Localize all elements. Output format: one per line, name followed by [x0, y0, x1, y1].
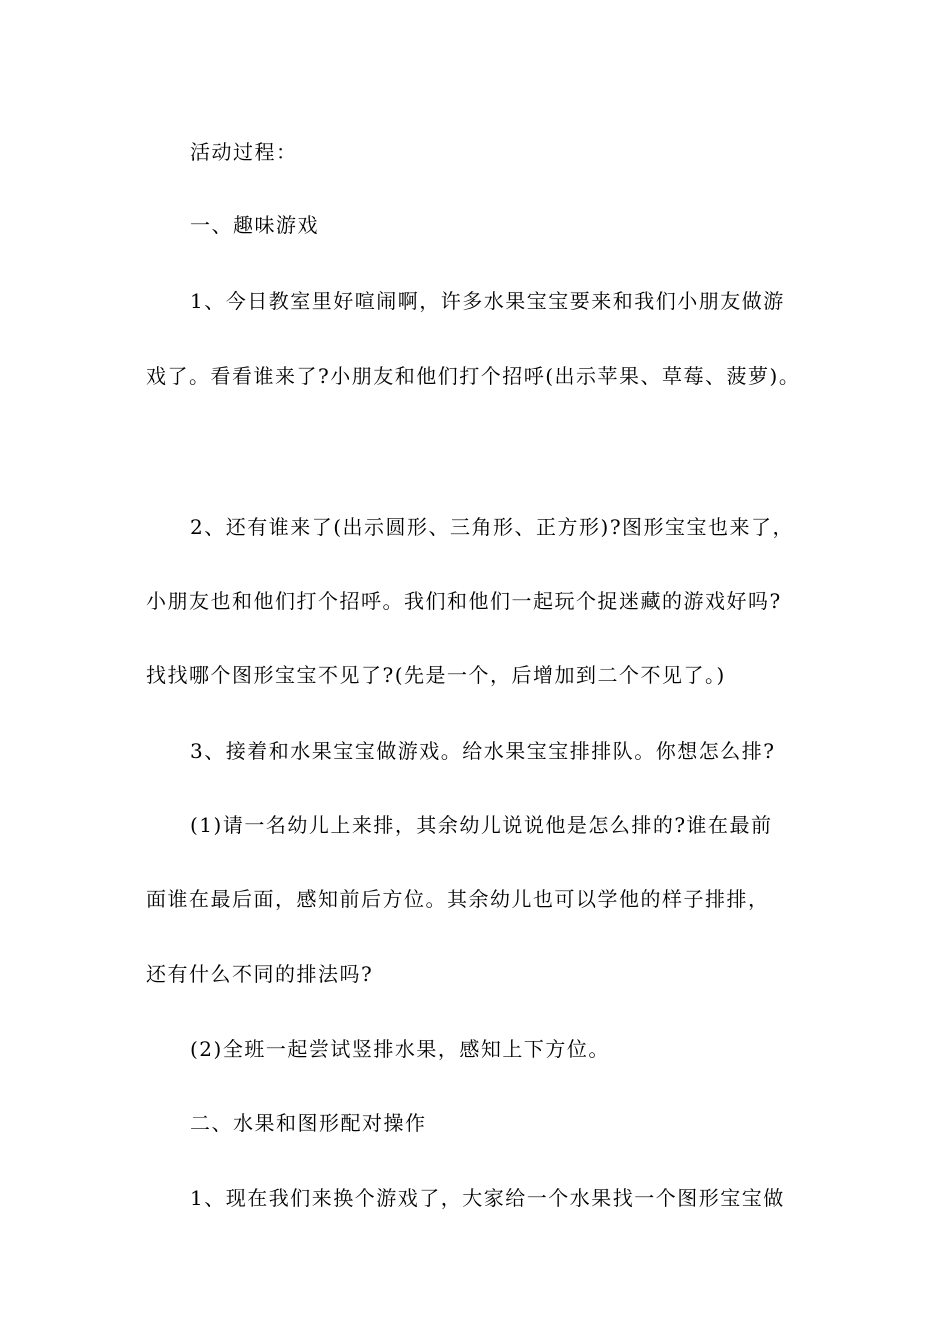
paragraph-line: 1、现在我们来换个游戏了，大家给一个水果找一个图形宝宝做 — [190, 1186, 785, 1210]
section-heading-matching: 二、水果和图形配对操作 — [190, 1111, 427, 1135]
paragraph-line: 2、还有谁来了(出示圆形、三角形、正方形)?图形宝宝也来了， — [190, 515, 795, 539]
paragraph-line: 小朋友也和他们打个招呼。我们和他们一起玩个捉迷藏的游戏好吗? — [146, 589, 782, 613]
paragraph-line: 3、接着和水果宝宝做游戏。给水果宝宝排排队。你想怎么排? — [190, 739, 776, 763]
paragraph-line: 戏了。看看谁来了?小朋友和他们打个招呼(出示苹果、草莓、菠萝)。 — [146, 364, 801, 388]
paragraph-line: 还有什么不同的排法吗? — [146, 962, 374, 986]
section-heading-fun-game: 一、趣味游戏 — [190, 213, 319, 237]
paragraph-line: 面谁在最后面，感知前后方位。其余幼儿也可以学他的样子排排， — [146, 887, 770, 911]
paragraph-line: (2)全班一起尝试竖排水果，感知上下方位。 — [190, 1037, 610, 1061]
paragraph-line: 找找哪个图形宝宝不见了?(先是一个，后增加到二个不见了。) — [146, 663, 726, 687]
paragraph-line: (1)请一名幼儿上来排，其余幼儿说说他是怎么排的?谁在最前 — [190, 813, 773, 837]
paragraph-line: 1、今日教室里好喧闹啊，许多水果宝宝要来和我们小朋友做游 — [190, 289, 785, 313]
heading-activity-process: 活动过程： — [190, 140, 298, 164]
